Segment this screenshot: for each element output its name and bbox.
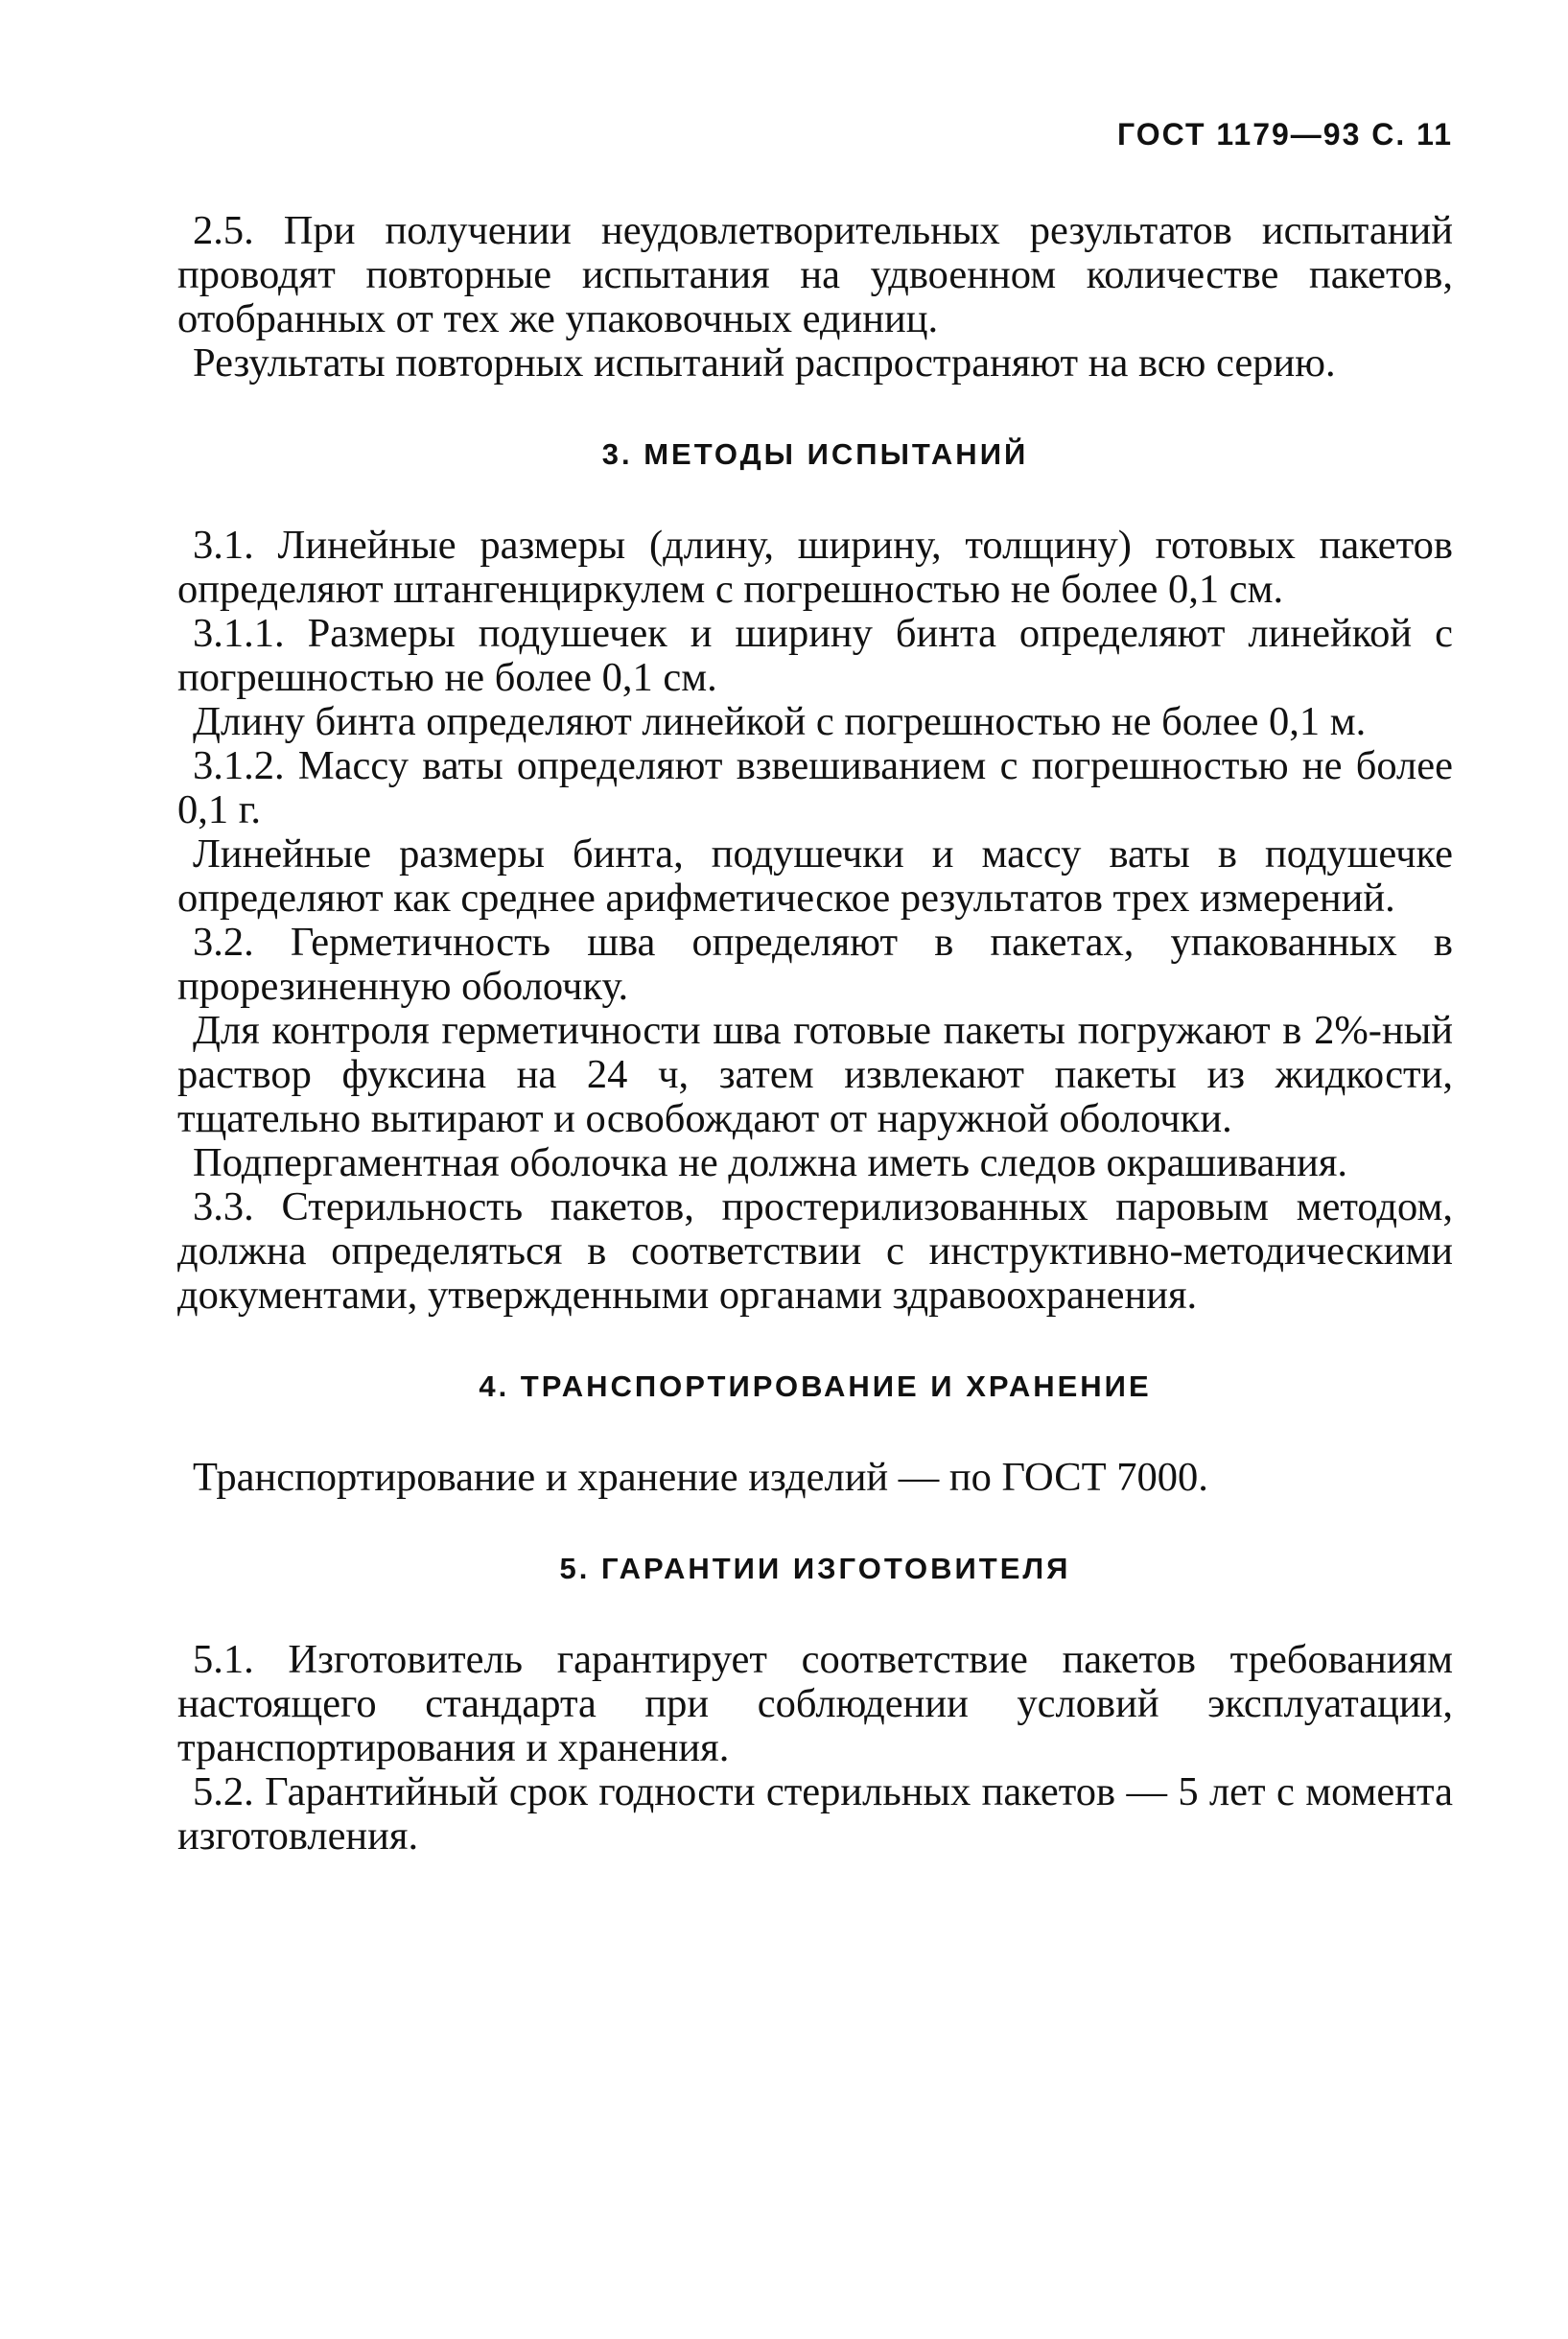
paragraph-3-1-1: 3.1.1. Размеры подушечек и ширину бинта определяют линейкой с погрешностью не более 0,1 см. xyxy=(177,611,1453,700)
page-header: ГОСТ 1179—93 С. 11 xyxy=(1117,117,1453,152)
paragraph-3-1: 3.1. Линейные размеры (длину, ширину, толщину) готовых пакетов определяют штангенциркулем с погрешностью не более 0,1 см. xyxy=(177,523,1453,612)
document-page xyxy=(177,0,1453,2339)
paragraph-3-1-2: 3.1.2. Массу ваты определяют взвешиванием с погрешностью не более 0,1 г. xyxy=(177,743,1453,832)
paragraph-5-2: 5.2. Гарантийный срок годности стерильных пакетов — 5 лет с момента изготовления. xyxy=(177,1769,1453,1859)
paragraph-3-3: 3.3. Стерильность пакетов, простерилизованных паровым методом, должна определяться в соответствии с инструктивно-методическими документами, утвержденными органами здравоохранения. xyxy=(177,1184,1453,1318)
paragraph-average: Линейные размеры бинта, подушечки и массу ваты в подушечке определяют как среднее арифметическое результатов трех измерений. xyxy=(177,831,1453,921)
paragraph-3-2: 3.2. Герметичность шва определяют в пакетах, упакованных в прорезиненную оболочку. xyxy=(177,920,1453,1009)
paragraph-4: Транспортирование и хранение изделий — по ГОСТ 7000. xyxy=(193,1455,1208,1500)
paragraph-parchment: Подпергаментная оболочка не должна иметь следов окрашивания. xyxy=(193,1140,1348,1185)
paragraph-2-5-repeat: Результаты повторных испытаний распространяют на всю серию. xyxy=(193,340,1336,386)
paragraph-bandage-length: Длину бинта определяют линейкой с погрешностью не более 0,1 м. xyxy=(193,699,1367,744)
paragraph-2-5: 2.5. При получении неудовлетворительных результатов испытаний проводят повторные испытания на удвоенном количестве пакетов, отобранных от тех же упаковочных единиц. xyxy=(177,208,1453,341)
paragraph-5-1: 5.1. Изготовитель гарантирует соответствие пакетов требованиям настоящего стандарта при соблюдении условий эксплуатации, транспортирования и хранения. xyxy=(177,1637,1453,1770)
paragraph-seal-control: Для контроля герметичности шва готовые пакеты погружают в 2%-ный раствор фуксина на 24 ч, затем извлекают пакеты из жидкости, тщательно вытирают и освобождают от наружной оболочки. xyxy=(177,1008,1453,1141)
section-4-title: 4. ТРАНСПОРТИРОВАНИЕ И ХРАНЕНИЕ xyxy=(479,1369,1152,1403)
section-3-title: 3. МЕТОДЫ ИСПЫТАНИЙ xyxy=(601,437,1029,471)
section-5-title: 5. ГАРАНТИИ ИЗГОТОВИТЕЛЯ xyxy=(559,1552,1071,1585)
document-body xyxy=(177,209,1453,1859)
